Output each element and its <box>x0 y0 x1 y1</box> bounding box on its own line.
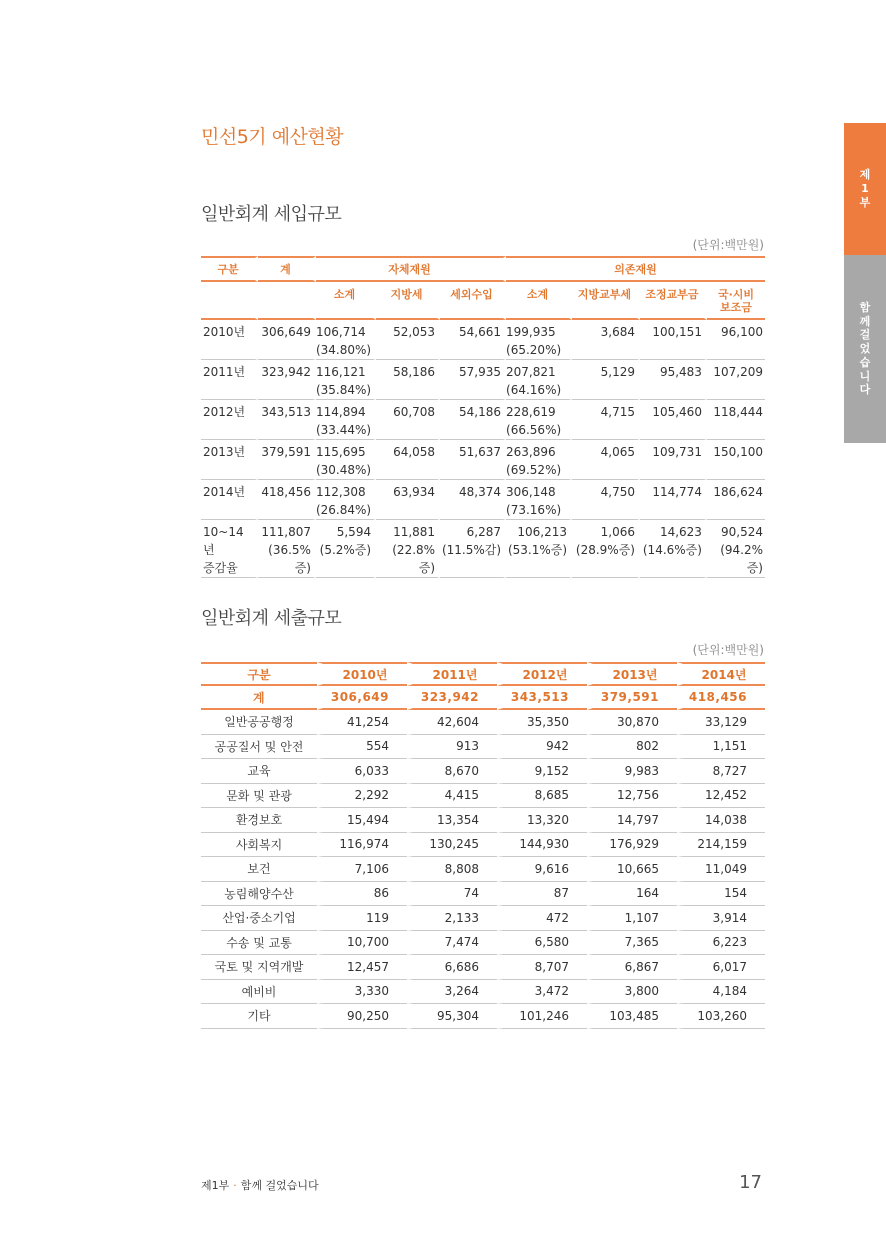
revenue-change-cell: 1,066 (28.9%증) <box>572 520 640 578</box>
expenditure-category: 보건 <box>201 857 317 882</box>
expenditure-value: 8,685 <box>497 784 587 809</box>
expenditure-value: 214,159 <box>677 833 765 858</box>
header-dependent-revenue: 의존재원 <box>506 256 765 282</box>
expenditure-category: 일반공공행정 <box>201 710 317 735</box>
expenditure-category: 문화 및 관광 <box>201 784 317 809</box>
revenue-row <box>201 360 765 400</box>
header-subsidy: 국·시비 보조금 <box>707 282 765 320</box>
revenue-cell: 263,896 (69.52%) <box>506 440 572 480</box>
expenditure-row <box>201 882 765 907</box>
expenditure-category: 공공질서 및 안전 <box>201 735 317 760</box>
tab-inactive-char: 께 <box>859 314 871 328</box>
revenue-cell: 418,456 <box>258 480 316 520</box>
revenue-cell: 2013년 <box>201 440 258 480</box>
tab-active-char: 부 <box>859 195 871 209</box>
expenditure-value: 116,974 <box>317 833 407 858</box>
section-title: 민선5기 예산현황 <box>201 126 344 148</box>
revenue-row <box>201 440 765 480</box>
revenue-cell: 60,708 <box>376 400 440 440</box>
revenue-cell: 63,934 <box>376 480 440 520</box>
expenditure-row <box>201 710 765 735</box>
expenditure-value: 87 <box>497 882 587 907</box>
expenditure-value: 101,246 <box>497 1004 587 1029</box>
expenditure-value: 13,320 <box>497 808 587 833</box>
expenditure-title: 일반회계 세출규모 <box>201 608 342 629</box>
expenditure-value: 103,260 <box>677 1004 765 1029</box>
expenditure-row <box>201 759 765 784</box>
revenue-cell: 2010년 <box>201 320 258 360</box>
expenditure-row <box>201 955 765 980</box>
revenue-cell: 2014년 <box>201 480 258 520</box>
expenditure-value: 35,350 <box>497 710 587 735</box>
revenue-cell: 150,100 <box>707 440 765 480</box>
expenditure-value: 13,354 <box>407 808 497 833</box>
revenue-cell: 207,821 (64.16%) <box>506 360 572 400</box>
header-own-revenue: 자체재원 <box>316 256 506 282</box>
expenditure-value: 42,604 <box>407 710 497 735</box>
revenue-cell: 3,684 <box>572 320 640 360</box>
revenue-change-cell: 10~14년 증감율 <box>201 520 258 578</box>
header-non-tax: 세외수입 <box>440 282 506 320</box>
revenue-cell: 116,121 (35.84%) <box>316 360 376 400</box>
expenditure-value: 119 <box>317 906 407 931</box>
revenue-cell: 95,483 <box>640 360 707 400</box>
expenditure-value: 6,686 <box>407 955 497 980</box>
expenditure-value: 30,870 <box>587 710 677 735</box>
revenue-cell: 118,444 <box>707 400 765 440</box>
header-local-tax: 지방세 <box>376 282 440 320</box>
expenditure-row <box>201 931 765 956</box>
expenditure-value: 15,494 <box>317 808 407 833</box>
revenue-change-cell: 14,623 (14.6%증) <box>640 520 707 578</box>
expenditure-row <box>201 735 765 760</box>
expenditure-header-year: 2010년 <box>317 662 407 686</box>
revenue-cell: 343,513 <box>258 400 316 440</box>
expenditure-value: 9,616 <box>497 857 587 882</box>
revenue-change-cell: 6,287 (11.5%감) <box>440 520 506 578</box>
revenue-cell: 54,661 <box>440 320 506 360</box>
expenditure-value: 3,472 <box>497 980 587 1005</box>
revenue-cell: 228,619 (66.56%) <box>506 400 572 440</box>
expenditure-row <box>201 980 765 1005</box>
header-dep-subtotal: 소계 <box>506 282 572 320</box>
expenditure-row <box>201 857 765 882</box>
tab-inactive-char: 다 <box>859 383 871 397</box>
expenditure-value: 2,292 <box>317 784 407 809</box>
side-tab-part1[interactable] <box>844 123 886 255</box>
expenditure-value: 14,038 <box>677 808 765 833</box>
expenditure-value: 12,756 <box>587 784 677 809</box>
expenditure-header-year: 2013년 <box>587 662 677 686</box>
expenditure-value: 95,304 <box>407 1004 497 1029</box>
revenue-cell: 379,591 <box>258 440 316 480</box>
revenue-cell: 199,935 (65.20%) <box>506 320 572 360</box>
expenditure-value: 3,330 <box>317 980 407 1005</box>
revenue-cell: 4,715 <box>572 400 640 440</box>
expenditure-value: 7,474 <box>407 931 497 956</box>
revenue-cell: 106,714 (34.80%) <box>316 320 376 360</box>
expenditure-row <box>201 833 765 858</box>
expenditure-value: 6,223 <box>677 931 765 956</box>
expenditure-value: 12,457 <box>317 955 407 980</box>
revenue-row <box>201 400 765 440</box>
expenditure-value: 3,800 <box>587 980 677 1005</box>
expenditure-value: 6,033 <box>317 759 407 784</box>
revenue-cell: 115,695 (30.48%) <box>316 440 376 480</box>
expenditure-value: 323,942 <box>407 686 497 710</box>
expenditure-value: 90,250 <box>317 1004 407 1029</box>
expenditure-value: 472 <box>497 906 587 931</box>
expenditure-value: 913 <box>407 735 497 760</box>
expenditure-value: 164 <box>587 882 677 907</box>
revenue-cell: 2012년 <box>201 400 258 440</box>
revenue-table <box>201 256 765 578</box>
expenditure-value: 11,049 <box>677 857 765 882</box>
tab-active-char: 1 <box>861 182 869 196</box>
expenditure-header-year: 2011년 <box>407 662 497 686</box>
header-category: 구분 <box>201 256 258 282</box>
revenue-cell: 306,649 <box>258 320 316 360</box>
expenditure-category: 예비비 <box>201 980 317 1005</box>
revenue-cell: 58,186 <box>376 360 440 400</box>
header-own-subtotal: 소계 <box>316 282 376 320</box>
revenue-cell: 5,129 <box>572 360 640 400</box>
expenditure-value: 6,867 <box>587 955 677 980</box>
revenue-change-row <box>201 520 765 578</box>
header-blank-1 <box>201 282 258 320</box>
revenue-change-cell: 11,881 (22.8%증) <box>376 520 440 578</box>
header-adjust-grant: 조정교부금 <box>640 282 707 320</box>
tab-inactive-char: 니 <box>859 369 871 383</box>
expenditure-value: 4,184 <box>677 980 765 1005</box>
expenditure-value: 12,452 <box>677 784 765 809</box>
expenditure-value: 10,700 <box>317 931 407 956</box>
revenue-cell: 64,058 <box>376 440 440 480</box>
expenditure-value: 9,983 <box>587 759 677 784</box>
expenditure-value: 554 <box>317 735 407 760</box>
expenditure-value: 343,513 <box>497 686 587 710</box>
revenue-cell: 114,894 (33.44%) <box>316 400 376 440</box>
expenditure-header-category: 구분 <box>201 662 317 686</box>
expenditure-value: 8,707 <box>497 955 587 980</box>
expenditure-value: 8,670 <box>407 759 497 784</box>
expenditure-header-year: 2012년 <box>497 662 587 686</box>
expenditure-category: 국토 및 지역개발 <box>201 955 317 980</box>
expenditure-header-year: 2014년 <box>677 662 765 686</box>
revenue-title: 일반회계 세입규모 <box>201 204 342 225</box>
expenditure-category: 환경보호 <box>201 808 317 833</box>
page-number: 17 <box>739 1172 762 1193</box>
revenue-cell: 112,308 (26.84%) <box>316 480 376 520</box>
expenditure-value: 8,727 <box>677 759 765 784</box>
expenditure-value: 176,929 <box>587 833 677 858</box>
expenditure-value: 6,017 <box>677 955 765 980</box>
expenditure-value: 8,808 <box>407 857 497 882</box>
expenditure-value: 379,591 <box>587 686 677 710</box>
revenue-cell: 48,374 <box>440 480 506 520</box>
tab-active-char: 제 <box>859 168 871 182</box>
revenue-cell: 100,151 <box>640 320 707 360</box>
revenue-cell: 114,774 <box>640 480 707 520</box>
expenditure-value: 144,930 <box>497 833 587 858</box>
side-tab-chapter[interactable] <box>844 255 886 443</box>
revenue-change-cell: 106,213 (53.1%증) <box>506 520 572 578</box>
tab-inactive-char: 습 <box>859 355 871 369</box>
revenue-change-cell: 90,524 (94.2%증) <box>707 520 765 578</box>
revenue-cell: 105,460 <box>640 400 707 440</box>
revenue-cell: 96,100 <box>707 320 765 360</box>
expenditure-value: 802 <box>587 735 677 760</box>
expenditure-category: 계 <box>201 686 317 710</box>
expenditure-table <box>201 662 765 1029</box>
expenditure-category: 교육 <box>201 759 317 784</box>
revenue-row <box>201 320 765 360</box>
expenditure-value: 41,254 <box>317 710 407 735</box>
expenditure-category: 기타 <box>201 1004 317 1029</box>
expenditure-value: 86 <box>317 882 407 907</box>
revenue-row <box>201 480 765 520</box>
expenditure-unit: (단위:백만원) <box>692 643 764 657</box>
tab-inactive-char: 걸 <box>859 328 871 342</box>
revenue-cell: 306,148 (73.16%) <box>506 480 572 520</box>
tab-inactive-char: 함 <box>859 300 871 314</box>
revenue-cell: 4,065 <box>572 440 640 480</box>
tab-inactive-char: 었 <box>859 342 871 356</box>
expenditure-category: 사회복지 <box>201 833 317 858</box>
revenue-change-cell: 5,594 (5.2%증) <box>316 520 376 578</box>
expenditure-row <box>201 1004 765 1029</box>
expenditure-row <box>201 808 765 833</box>
expenditure-value: 3,914 <box>677 906 765 931</box>
expenditure-value: 7,365 <box>587 931 677 956</box>
expenditure-value: 9,152 <box>497 759 587 784</box>
header-blank-2 <box>258 282 316 320</box>
revenue-cell: 54,186 <box>440 400 506 440</box>
expenditure-value: 1,151 <box>677 735 765 760</box>
revenue-change-cell: 111,807 (36.5%증) <box>258 520 316 578</box>
header-local-grant: 지방교부세 <box>572 282 640 320</box>
expenditure-value: 1,107 <box>587 906 677 931</box>
expenditure-row <box>201 784 765 809</box>
revenue-cell: 323,942 <box>258 360 316 400</box>
expenditure-value: 6,580 <box>497 931 587 956</box>
revenue-cell: 4,750 <box>572 480 640 520</box>
expenditure-category: 수송 및 교통 <box>201 931 317 956</box>
expenditure-value: 2,133 <box>407 906 497 931</box>
expenditure-value: 306,649 <box>317 686 407 710</box>
expenditure-value: 10,665 <box>587 857 677 882</box>
expenditure-category: 산업·중소기업 <box>201 906 317 931</box>
revenue-cell: 51,637 <box>440 440 506 480</box>
expenditure-value: 33,129 <box>677 710 765 735</box>
expenditure-value: 14,797 <box>587 808 677 833</box>
revenue-cell: 107,209 <box>707 360 765 400</box>
revenue-cell: 57,935 <box>440 360 506 400</box>
expenditure-value: 7,106 <box>317 857 407 882</box>
expenditure-total-row <box>201 686 765 710</box>
revenue-cell: 186,624 <box>707 480 765 520</box>
expenditure-value: 130,245 <box>407 833 497 858</box>
revenue-cell: 52,053 <box>376 320 440 360</box>
expenditure-value: 103,485 <box>587 1004 677 1029</box>
expenditure-value: 74 <box>407 882 497 907</box>
expenditure-row <box>201 906 765 931</box>
expenditure-value: 942 <box>497 735 587 760</box>
footer-chapter: 제1부 · 함께 걸었습니다 <box>201 1179 319 1192</box>
expenditure-value: 3,264 <box>407 980 497 1005</box>
expenditure-category: 농림해양수산 <box>201 882 317 907</box>
revenue-cell: 2011년 <box>201 360 258 400</box>
revenue-unit: (단위:백만원) <box>692 238 764 252</box>
expenditure-value: 154 <box>677 882 765 907</box>
expenditure-value: 418,456 <box>677 686 765 710</box>
header-total: 계 <box>258 256 316 282</box>
revenue-cell: 109,731 <box>640 440 707 480</box>
expenditure-value: 4,415 <box>407 784 497 809</box>
